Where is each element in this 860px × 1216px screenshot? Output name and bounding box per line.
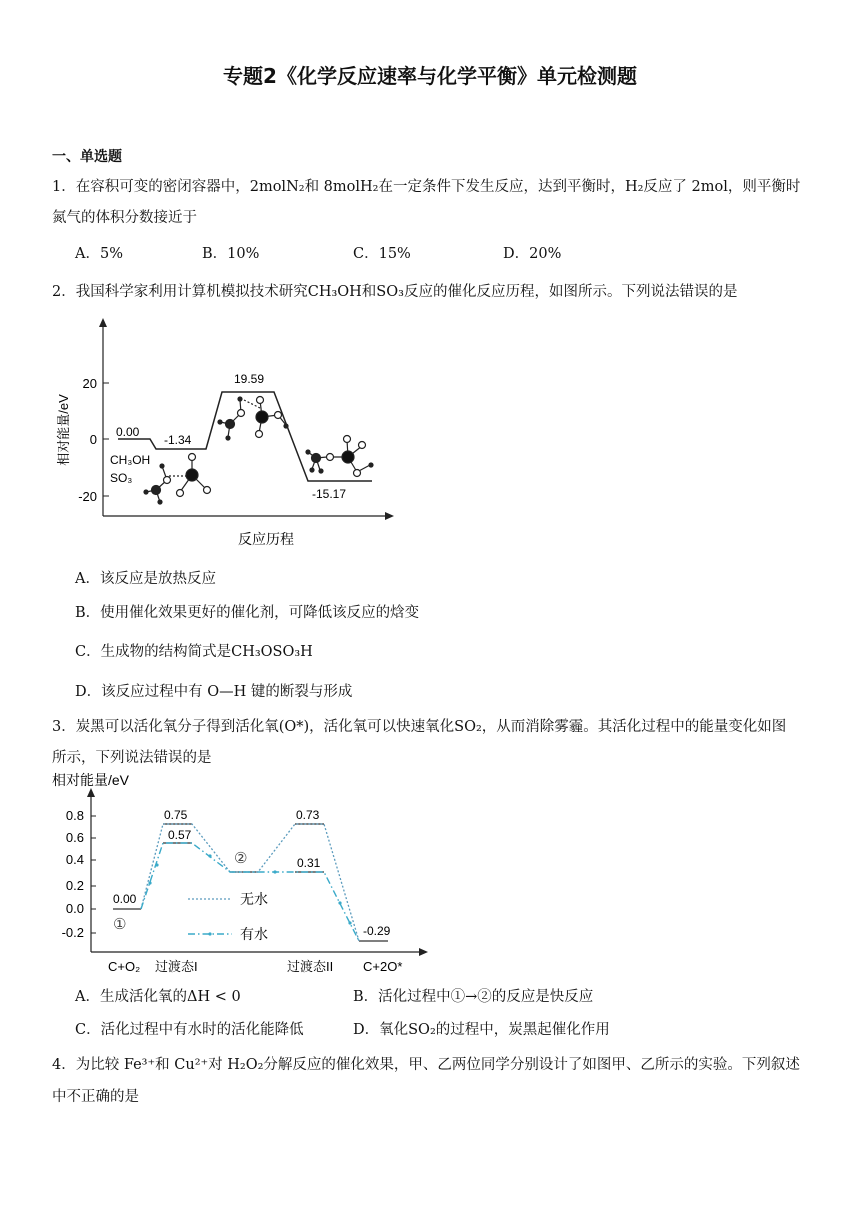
- q3-x-label-ts2: 过渡态II: [287, 959, 334, 974]
- q3-legend-with-water: 有水: [240, 926, 268, 942]
- q4-stem-line1: 4．为比较 Fe³⁺和 Cu²⁺对 H₂O₂分解反应的催化效果，甲、乙两位同学分别设计了如图甲、乙所示的实验。下列叙述: [52, 1057, 800, 1073]
- q2-y-axis-label: 相对能量/eV: [56, 394, 71, 466]
- q3-value-0.31: 0.31: [297, 856, 321, 870]
- q3-value-0.00: 0.00: [113, 892, 137, 906]
- q3-y-axis-arrow: [87, 788, 95, 797]
- q3-tick-0.0: 0.0: [65, 901, 84, 916]
- q3-value-0.75: 0.75: [164, 808, 188, 822]
- q2-species-so3: SO₃: [110, 471, 133, 485]
- q2-energy-diagram: [50, 312, 400, 552]
- q3-marker-state1: ①: [113, 916, 127, 933]
- document-title: 专题2《化学反应速率与化学平衡》单元检测题: [223, 64, 637, 88]
- q3-option-c: C．活化过程中有水时的活化能降低: [75, 1022, 304, 1038]
- q2-option-d: D．该反应过程中有 O—H 键的断裂与形成: [75, 684, 353, 700]
- q3-stem-line1: 3．炭黑可以活化氧分子得到活化氧(O*)，活化氧可以快速氧化SO₂，从而消除雾霾。其活化过程中的能量变化如图: [52, 719, 787, 735]
- q2-value-3: -15.17: [312, 487, 347, 501]
- q3-tick-0.6: 0.6: [65, 830, 84, 845]
- q3-energy-diagram: [50, 768, 440, 978]
- q1-stem-line1: 1．在容积可变的密闭容器中，2molN₂和 8molH₂在一定条件下发生反应，达到平衡时，H₂反应了 2mol，则平衡时: [52, 179, 801, 195]
- q3-value-0.73: 0.73: [296, 808, 320, 822]
- q3-with-water-markers: [148, 854, 351, 924]
- q3-marker-state2: ②: [234, 850, 248, 867]
- q2-value-2: 19.59: [234, 372, 265, 386]
- q1-option-d: D．20%: [503, 246, 562, 262]
- q2-tick-label-neg20: -20: [78, 489, 97, 504]
- q3-x-label-c-2o: C+2O*: [363, 959, 403, 974]
- q2-value-1: -1.34: [164, 433, 192, 447]
- q2-tick-label-0: 0: [89, 432, 97, 447]
- q2-energy-profile: [118, 392, 372, 481]
- q3-tick-neg0.2: -0.2: [61, 925, 84, 940]
- q2-option-a: A．该反应是放热反应: [75, 571, 216, 587]
- q3-x-axis-arrow: [419, 948, 428, 956]
- q2-stem: 2．我国科学家利用计算机模拟技术研究CH₃OH和SO₃反应的催化反应历程，如图所示。下列说法错误的是: [52, 284, 738, 300]
- q3-option-a: A．生成活化氧的ΔH < 0: [75, 989, 241, 1005]
- q3-value-0.57: 0.57: [168, 828, 192, 842]
- q2-option-c: C．生成物的结构简式是CH₃OSO₃H: [75, 644, 313, 660]
- q1-stem-line2: 氮气的体积分数接近于: [52, 210, 197, 226]
- section-heading: 一、单选题: [52, 149, 122, 165]
- q3-tick-0.8: 0.8: [65, 808, 84, 823]
- q3-stem-line2: 所示，下列说法错误的是: [52, 750, 212, 766]
- q1-option-b: B．10%: [202, 246, 260, 262]
- q2-species-ch3oh: CH₃OH: [110, 453, 151, 467]
- q2-y-axis-arrow: [99, 318, 107, 327]
- q3-legend-without-water: 无水: [240, 891, 268, 907]
- q3-energy-levels: [113, 824, 388, 941]
- q3-legend-with-water-marker: [208, 932, 211, 935]
- q3-x-label-ts1: 过渡态I: [155, 959, 198, 974]
- q4-stem-line2: 中不正确的是: [52, 1089, 139, 1105]
- q2-x-axis-label: 反应历程: [238, 531, 294, 547]
- q3-x-label-c-o2: C+O₂: [108, 959, 141, 974]
- q3-option-b: B．活化过程中①→②的反应是快反应: [353, 989, 594, 1005]
- q2-option-b: B．使用催化效果更好的催化剂，可降低该反应的焓变: [75, 605, 420, 621]
- q1-option-c: C．15%: [353, 246, 411, 262]
- q3-tick-0.4: 0.4: [65, 852, 84, 867]
- q3-y-ticks: [91, 816, 96, 933]
- q3-tick-0.2: 0.2: [65, 878, 84, 893]
- molecule-model-reactants: [144, 454, 211, 505]
- q3-value-neg0.29: -0.29: [363, 924, 391, 938]
- q1-option-a: A．5%: [75, 246, 123, 262]
- q3-option-d: D．氧化SO₂的过程中，炭黑起催化作用: [353, 1022, 610, 1038]
- q2-x-axis-arrow: [385, 512, 394, 520]
- q2-value-0: 0.00: [116, 425, 140, 439]
- q3-y-axis-label: 相对能量/eV: [52, 772, 130, 788]
- q2-tick-label-20: 20: [82, 376, 97, 391]
- molecule-model-product: [306, 436, 373, 477]
